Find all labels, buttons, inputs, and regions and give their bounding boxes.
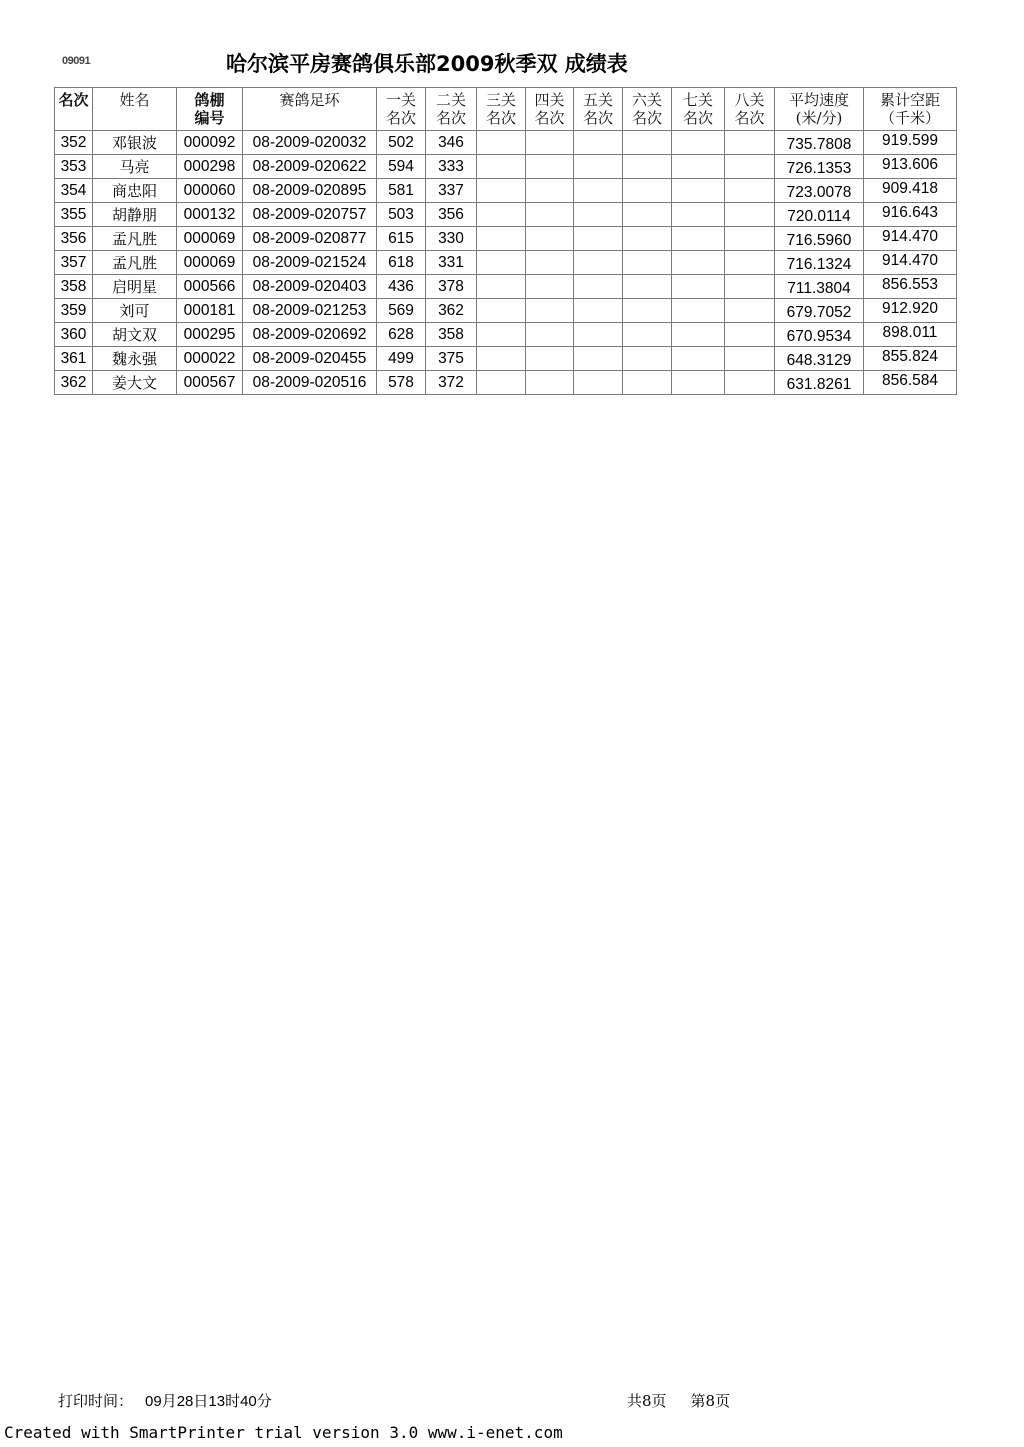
cell-stage-6 bbox=[623, 275, 672, 299]
cell-total-distance: 856.553 bbox=[864, 275, 957, 299]
table-row bbox=[55, 299, 957, 323]
header-stage-1: 一关 名次 bbox=[377, 88, 426, 131]
header-avg-speed: 平均速度 (米/分) bbox=[775, 88, 864, 131]
table-row bbox=[55, 131, 957, 155]
cell-stage-1: 628 bbox=[377, 323, 426, 347]
cell-stage-3 bbox=[477, 371, 526, 395]
cell-stage-8 bbox=[725, 251, 775, 275]
total-pages: 共8页 bbox=[627, 1392, 667, 1410]
cell-stage-1: 503 bbox=[377, 203, 426, 227]
cell-name: 孟凡胜 bbox=[93, 251, 177, 275]
cell-stage-4 bbox=[526, 203, 574, 227]
cell-stage-6 bbox=[623, 323, 672, 347]
cell-stage-7 bbox=[672, 179, 725, 203]
cell-rank: 362 bbox=[55, 371, 93, 395]
cell-stage-6 bbox=[623, 131, 672, 155]
cell-stage-1: 618 bbox=[377, 251, 426, 275]
cell-stage-7 bbox=[672, 299, 725, 323]
cell-stage-8 bbox=[725, 131, 775, 155]
table-row bbox=[55, 251, 957, 275]
header-loft: 鸽棚 编号 bbox=[177, 88, 243, 131]
cell-stage-2: 331 bbox=[426, 251, 477, 275]
cell-stage-7 bbox=[672, 131, 725, 155]
cell-rank: 354 bbox=[55, 179, 93, 203]
cell-stage-2: 375 bbox=[426, 347, 477, 371]
cell-ring: 08-2009-021524 bbox=[243, 251, 377, 275]
cell-name: 魏永强 bbox=[93, 347, 177, 371]
cell-stage-4 bbox=[526, 323, 574, 347]
cell-stage-3 bbox=[477, 179, 526, 203]
cell-rank: 352 bbox=[55, 131, 93, 155]
cell-stage-5 bbox=[574, 251, 623, 275]
results-table bbox=[54, 87, 957, 395]
cell-stage-5 bbox=[574, 275, 623, 299]
trial-watermark: Created with SmartPrinter trial version 3.0 www.i-enet.com bbox=[4, 1423, 563, 1442]
table-body bbox=[55, 131, 957, 395]
table-row bbox=[55, 203, 957, 227]
cell-total-distance: 914.470 bbox=[864, 227, 957, 251]
header-row bbox=[55, 88, 957, 131]
cell-stage-2: 333 bbox=[426, 155, 477, 179]
cell-avg-speed: 716.5960 bbox=[775, 227, 864, 251]
cell-avg-speed: 716.1324 bbox=[775, 251, 864, 275]
current-page: 第8页 bbox=[690, 1392, 731, 1410]
cell-stage-2: 346 bbox=[426, 131, 477, 155]
document-title: 哈尔滨平房赛鸽俱乐部2009秋季双 成绩表 bbox=[226, 52, 628, 76]
table-row bbox=[55, 275, 957, 299]
cell-ring: 08-2009-020757 bbox=[243, 203, 377, 227]
cell-total-distance: 914.470 bbox=[864, 251, 957, 275]
cell-ring: 08-2009-020516 bbox=[243, 371, 377, 395]
page-indicator bbox=[627, 1390, 730, 1411]
cell-total-distance: 913.606 bbox=[864, 155, 957, 179]
cell-stage-2: 358 bbox=[426, 323, 477, 347]
cell-stage-5 bbox=[574, 347, 623, 371]
cell-stage-1: 615 bbox=[377, 227, 426, 251]
cell-stage-4 bbox=[526, 179, 574, 203]
document-stamp: 09091 bbox=[62, 55, 91, 67]
cell-stage-7 bbox=[672, 275, 725, 299]
cell-loft: 000298 bbox=[177, 155, 243, 179]
cell-stage-4 bbox=[526, 155, 574, 179]
cell-stage-2: 330 bbox=[426, 227, 477, 251]
cell-stage-8 bbox=[725, 323, 775, 347]
cell-stage-8 bbox=[725, 347, 775, 371]
cell-stage-8 bbox=[725, 275, 775, 299]
cell-avg-speed: 631.8261 bbox=[775, 371, 864, 395]
header-stage-5: 五关 名次 bbox=[574, 88, 623, 131]
table-row bbox=[55, 179, 957, 203]
cell-stage-5 bbox=[574, 299, 623, 323]
cell-stage-2: 372 bbox=[426, 371, 477, 395]
cell-stage-6 bbox=[623, 203, 672, 227]
cell-name: 胡静朋 bbox=[93, 203, 177, 227]
cell-avg-speed: 648.3129 bbox=[775, 347, 864, 371]
print-time bbox=[58, 1390, 272, 1411]
cell-stage-7 bbox=[672, 155, 725, 179]
cell-stage-3 bbox=[477, 227, 526, 251]
cell-stage-4 bbox=[526, 131, 574, 155]
cell-stage-8 bbox=[725, 371, 775, 395]
cell-stage-7 bbox=[672, 203, 725, 227]
cell-loft: 000566 bbox=[177, 275, 243, 299]
cell-total-distance: 856.584 bbox=[864, 371, 957, 395]
cell-stage-5 bbox=[574, 371, 623, 395]
cell-stage-2: 337 bbox=[426, 179, 477, 203]
cell-ring: 08-2009-020895 bbox=[243, 179, 377, 203]
cell-stage-1: 436 bbox=[377, 275, 426, 299]
cell-loft: 000092 bbox=[177, 131, 243, 155]
cell-ring: 08-2009-020877 bbox=[243, 227, 377, 251]
cell-avg-speed: 723.0078 bbox=[775, 179, 864, 203]
table-header bbox=[55, 88, 957, 131]
cell-loft: 000132 bbox=[177, 203, 243, 227]
cell-name: 商忠阳 bbox=[93, 179, 177, 203]
cell-stage-7 bbox=[672, 251, 725, 275]
cell-avg-speed: 711.3804 bbox=[775, 275, 864, 299]
cell-rank: 359 bbox=[55, 299, 93, 323]
cell-ring: 08-2009-020032 bbox=[243, 131, 377, 155]
cell-loft: 000567 bbox=[177, 371, 243, 395]
header-rank: 名次 bbox=[55, 88, 93, 131]
cell-stage-6 bbox=[623, 299, 672, 323]
cell-stage-1: 499 bbox=[377, 347, 426, 371]
cell-total-distance: 898.011 bbox=[864, 323, 957, 347]
cell-stage-8 bbox=[725, 179, 775, 203]
cell-total-distance: 855.824 bbox=[864, 347, 957, 371]
cell-avg-speed: 670.9534 bbox=[775, 323, 864, 347]
cell-stage-5 bbox=[574, 203, 623, 227]
cell-stage-2: 356 bbox=[426, 203, 477, 227]
cell-stage-1: 594 bbox=[377, 155, 426, 179]
cell-rank: 360 bbox=[55, 323, 93, 347]
cell-name: 胡文双 bbox=[93, 323, 177, 347]
header-total-distance: 累计空距 （千米） bbox=[864, 88, 957, 131]
cell-loft: 000181 bbox=[177, 299, 243, 323]
cell-name: 启明星 bbox=[93, 275, 177, 299]
cell-name: 马亮 bbox=[93, 155, 177, 179]
cell-rank: 355 bbox=[55, 203, 93, 227]
cell-stage-8 bbox=[725, 155, 775, 179]
cell-ring: 08-2009-020455 bbox=[243, 347, 377, 371]
cell-rank: 356 bbox=[55, 227, 93, 251]
cell-total-distance: 919.599 bbox=[864, 131, 957, 155]
table-row bbox=[55, 371, 957, 395]
cell-stage-4 bbox=[526, 347, 574, 371]
cell-stage-3 bbox=[477, 299, 526, 323]
print-time-label: 打印时间： bbox=[58, 1392, 134, 1410]
cell-stage-3 bbox=[477, 155, 526, 179]
table-row bbox=[55, 347, 957, 371]
cell-stage-3 bbox=[477, 323, 526, 347]
cell-stage-7 bbox=[672, 323, 725, 347]
cell-stage-6 bbox=[623, 371, 672, 395]
cell-stage-3 bbox=[477, 275, 526, 299]
cell-loft: 000060 bbox=[177, 179, 243, 203]
cell-ring: 08-2009-021253 bbox=[243, 299, 377, 323]
cell-stage-1: 502 bbox=[377, 131, 426, 155]
cell-stage-1: 581 bbox=[377, 179, 426, 203]
cell-name: 邓银波 bbox=[93, 131, 177, 155]
cell-rank: 358 bbox=[55, 275, 93, 299]
cell-total-distance: 912.920 bbox=[864, 299, 957, 323]
cell-name: 姜大文 bbox=[93, 371, 177, 395]
cell-stage-5 bbox=[574, 155, 623, 179]
cell-stage-4 bbox=[526, 227, 574, 251]
header-name: 姓名 bbox=[93, 88, 177, 131]
cell-stage-7 bbox=[672, 371, 725, 395]
cell-stage-6 bbox=[623, 155, 672, 179]
cell-stage-3 bbox=[477, 131, 526, 155]
cell-total-distance: 916.643 bbox=[864, 203, 957, 227]
header-stage-4: 四关 名次 bbox=[526, 88, 574, 131]
header-stage-3: 三关 名次 bbox=[477, 88, 526, 131]
header-stage-8: 八关 名次 bbox=[725, 88, 775, 131]
cell-stage-6 bbox=[623, 179, 672, 203]
cell-loft: 000069 bbox=[177, 251, 243, 275]
cell-ring: 08-2009-020403 bbox=[243, 275, 377, 299]
table-row bbox=[55, 155, 957, 179]
cell-stage-1: 578 bbox=[377, 371, 426, 395]
cell-stage-4 bbox=[526, 251, 574, 275]
cell-loft: 000069 bbox=[177, 227, 243, 251]
cell-name: 刘可 bbox=[93, 299, 177, 323]
cell-loft: 000022 bbox=[177, 347, 243, 371]
cell-avg-speed: 720.0114 bbox=[775, 203, 864, 227]
cell-stage-4 bbox=[526, 299, 574, 323]
cell-ring: 08-2009-020622 bbox=[243, 155, 377, 179]
cell-stage-5 bbox=[574, 323, 623, 347]
cell-ring: 08-2009-020692 bbox=[243, 323, 377, 347]
header-stage-6: 六关 名次 bbox=[623, 88, 672, 131]
cell-rank: 353 bbox=[55, 155, 93, 179]
cell-avg-speed: 679.7052 bbox=[775, 299, 864, 323]
cell-name: 孟凡胜 bbox=[93, 227, 177, 251]
cell-stage-7 bbox=[672, 227, 725, 251]
cell-stage-3 bbox=[477, 347, 526, 371]
cell-rank: 357 bbox=[55, 251, 93, 275]
cell-stage-5 bbox=[574, 131, 623, 155]
cell-stage-1: 569 bbox=[377, 299, 426, 323]
cell-stage-5 bbox=[574, 179, 623, 203]
cell-stage-7 bbox=[672, 347, 725, 371]
cell-stage-6 bbox=[623, 227, 672, 251]
cell-stage-4 bbox=[526, 275, 574, 299]
header-ring: 赛鸽足环 bbox=[243, 88, 377, 131]
cell-stage-8 bbox=[725, 227, 775, 251]
cell-stage-4 bbox=[526, 371, 574, 395]
cell-stage-8 bbox=[725, 203, 775, 227]
cell-stage-3 bbox=[477, 251, 526, 275]
table-row bbox=[55, 227, 957, 251]
header-stage-2: 二关 名次 bbox=[426, 88, 477, 131]
cell-stage-8 bbox=[725, 299, 775, 323]
cell-stage-2: 362 bbox=[426, 299, 477, 323]
cell-stage-6 bbox=[623, 251, 672, 275]
cell-total-distance: 909.418 bbox=[864, 179, 957, 203]
cell-rank: 361 bbox=[55, 347, 93, 371]
cell-stage-5 bbox=[574, 227, 623, 251]
print-time-value: 09月28日13时40分 bbox=[145, 1393, 272, 1410]
cell-loft: 000295 bbox=[177, 323, 243, 347]
cell-stage-2: 378 bbox=[426, 275, 477, 299]
header-stage-7: 七关 名次 bbox=[672, 88, 725, 131]
cell-avg-speed: 735.7808 bbox=[775, 131, 864, 155]
cell-stage-3 bbox=[477, 203, 526, 227]
cell-stage-6 bbox=[623, 347, 672, 371]
table-row bbox=[55, 323, 957, 347]
cell-avg-speed: 726.1353 bbox=[775, 155, 864, 179]
